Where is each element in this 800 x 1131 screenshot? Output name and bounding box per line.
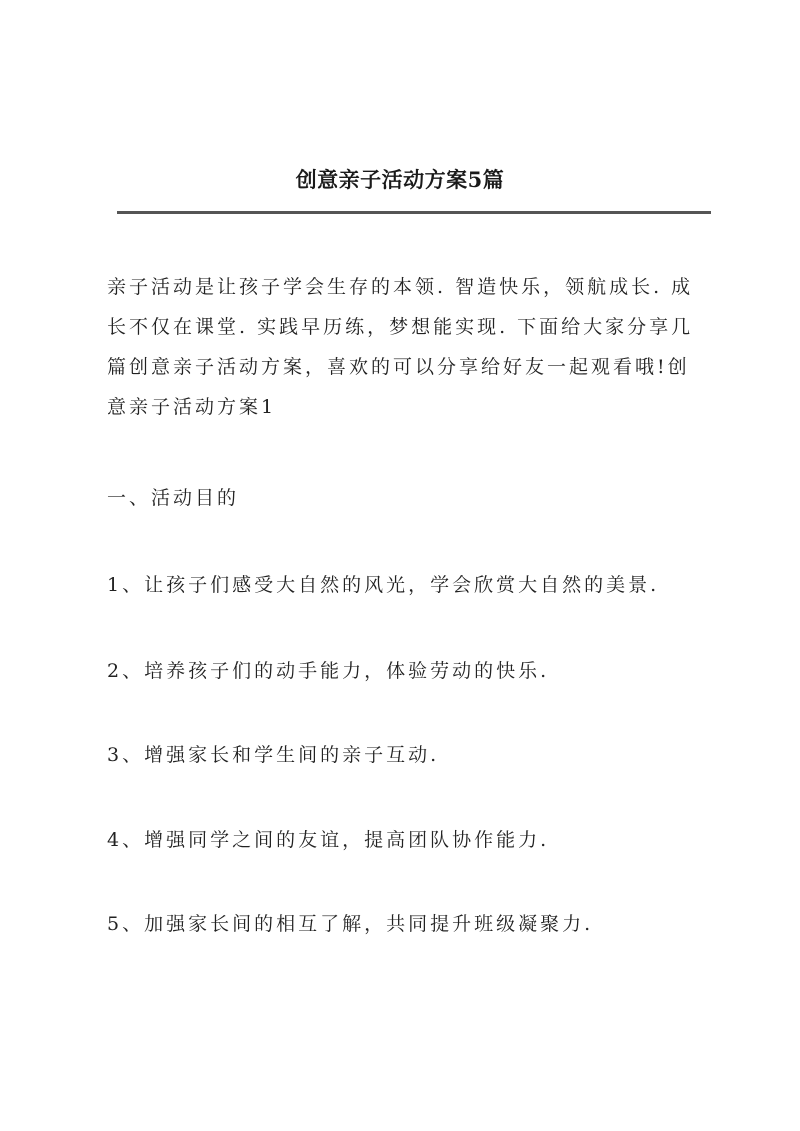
section-heading: 一、活动目的 [107, 487, 240, 509]
list-item-5: 5、加强家长间的相互了解，共同提升班级凝聚力. [107, 913, 594, 935]
title-underline [117, 211, 711, 214]
list-item-1: 1、让孩子们感受大自然的风光，学会欣赏大自然的美景. [107, 574, 660, 596]
list-item-4: 4、增强同学之间的友谊，提高团队协作能力. [107, 829, 550, 851]
intro-paragraph: 亲子活动是让孩子学会生存的本领. 智造快乐，领航成长. 成长不仅在课堂. 实践早历练，梦想能实现. 下面给大家分享几篇创意亲子活动方案，喜欢的可以分享给好友一起观看哦!创意亲子活动方案1 [107, 276, 694, 418]
list-item-2: 2、培养孩子们的动手能力，体验劳动的快乐. [107, 660, 550, 682]
document-title: 创意亲子活动方案5篇 [295, 167, 505, 192]
list-item-3: 3、增强家长和学生间的亲子互动. [107, 744, 440, 766]
